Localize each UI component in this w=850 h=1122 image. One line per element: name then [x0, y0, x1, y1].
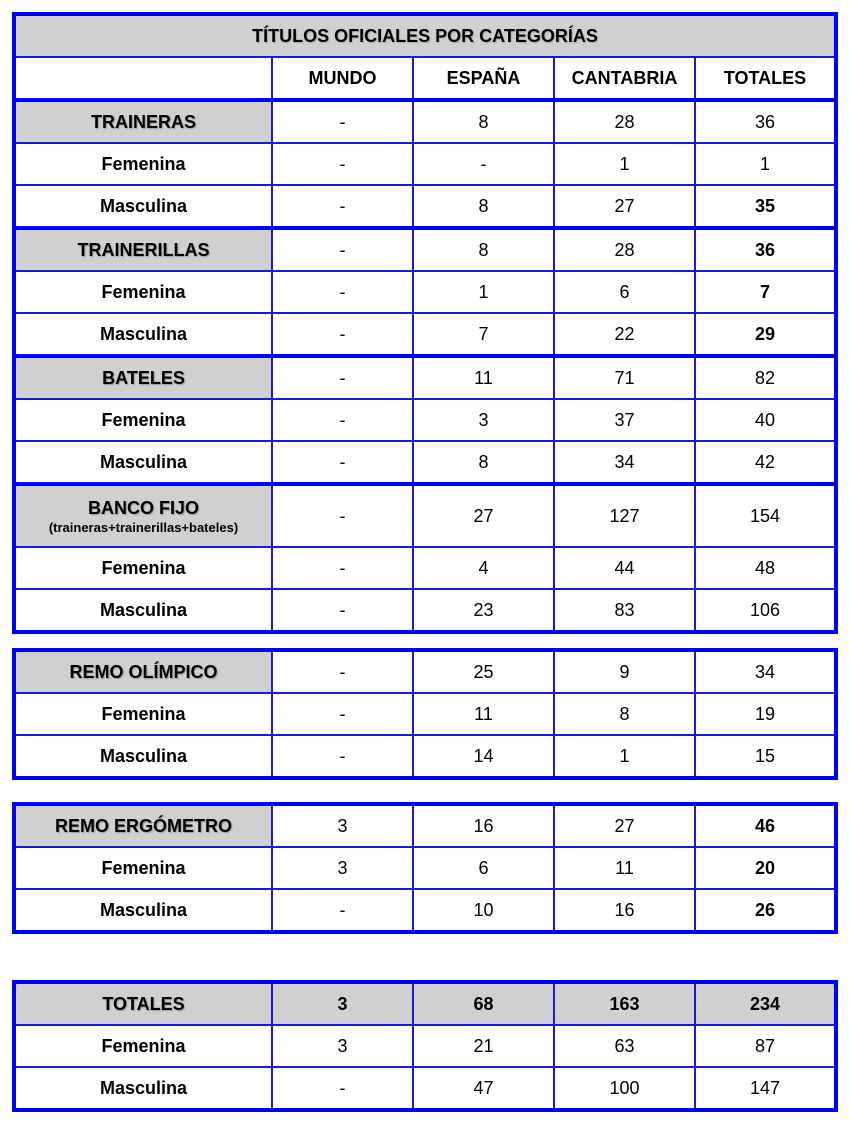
cell-mundo: -	[272, 589, 413, 632]
category-label: REMO OLÍMPICO	[14, 650, 272, 693]
cell-espana: 3	[413, 399, 554, 441]
column-header-totales: TOTALES	[695, 57, 836, 100]
cell-cantabria: 127	[554, 484, 695, 547]
cell-mundo: -	[272, 100, 413, 143]
table-row-bateles-masculina	[14, 441, 836, 484]
cell-cantabria: 9	[554, 650, 695, 693]
cell-cantabria: 27	[554, 804, 695, 847]
row-label: Masculina	[14, 185, 272, 228]
column-header-row	[14, 57, 836, 100]
table-row-remo-olimpico-masculina	[14, 735, 836, 778]
table-totales	[12, 980, 838, 1112]
cell-cantabria: 163	[554, 982, 695, 1025]
cell-totales: 87	[695, 1025, 836, 1067]
cell-totales: 36	[695, 100, 836, 143]
cell-cantabria: 22	[554, 313, 695, 356]
table-row-trainerillas	[14, 228, 836, 271]
row-label: Masculina	[14, 1067, 272, 1110]
row-label: Masculina	[14, 313, 272, 356]
row-label: Femenina	[14, 847, 272, 889]
category-label: REMO ERGÓMETRO	[14, 804, 272, 847]
cell-cantabria: 34	[554, 441, 695, 484]
cell-espana: 68	[413, 982, 554, 1025]
cell-totales: 20	[695, 847, 836, 889]
row-label: Femenina	[14, 1025, 272, 1067]
cell-espana: 14	[413, 735, 554, 778]
table-row-totales-femenina	[14, 1025, 836, 1067]
table-row-bateles-femenina	[14, 399, 836, 441]
cell-totales: 36	[695, 228, 836, 271]
cell-espana: 11	[413, 693, 554, 735]
row-label: Femenina	[14, 143, 272, 185]
category-label: TOTALES	[14, 982, 272, 1025]
table-row-remo-ergometro-femenina	[14, 847, 836, 889]
cell-cantabria: 16	[554, 889, 695, 932]
cell-totales: 15	[695, 735, 836, 778]
cell-espana: 8	[413, 185, 554, 228]
table-row-totales	[14, 982, 836, 1025]
cell-espana: 8	[413, 441, 554, 484]
column-header-mundo: MUNDO	[272, 57, 413, 100]
cell-cantabria: 27	[554, 185, 695, 228]
cell-mundo: -	[272, 356, 413, 399]
table-row-traineras-femenina	[14, 143, 836, 185]
cell-espana: 16	[413, 804, 554, 847]
cell-mundo: -	[272, 228, 413, 271]
cell-espana: 8	[413, 100, 554, 143]
cell-mundo: 3	[272, 804, 413, 847]
cell-espana: 23	[413, 589, 554, 632]
cell-totales: 40	[695, 399, 836, 441]
cell-totales: 154	[695, 484, 836, 547]
table-row-banco-fijo	[14, 484, 836, 547]
cell-espana: 27	[413, 484, 554, 547]
cell-mundo: -	[272, 441, 413, 484]
table-row-banco-fijo-masculina	[14, 589, 836, 632]
cell-cantabria: 28	[554, 228, 695, 271]
category-sublabel: (traineras+trainerillas+bateles)	[48, 519, 239, 535]
cell-totales: 48	[695, 547, 836, 589]
row-label: Femenina	[14, 271, 272, 313]
cell-totales: 34	[695, 650, 836, 693]
table-row-trainerillas-femenina	[14, 271, 836, 313]
column-header-empty	[14, 57, 272, 100]
cell-totales: 35	[695, 185, 836, 228]
table-row-banco-fijo-femenina	[14, 547, 836, 589]
cell-mundo: -	[272, 547, 413, 589]
cell-cantabria: 8	[554, 693, 695, 735]
category-label: TRAINERAS	[14, 100, 272, 143]
category-label	[14, 484, 272, 547]
cell-totales: 7	[695, 271, 836, 313]
cell-mundo: -	[272, 889, 413, 932]
table-row-remo-olimpico-femenina	[14, 693, 836, 735]
cell-cantabria: 28	[554, 100, 695, 143]
cell-mundo: -	[272, 313, 413, 356]
row-label: Femenina	[14, 547, 272, 589]
cell-espana: 11	[413, 356, 554, 399]
cell-mundo: -	[272, 271, 413, 313]
cell-cantabria: 71	[554, 356, 695, 399]
row-label: Femenina	[14, 693, 272, 735]
row-label: Masculina	[14, 735, 272, 778]
cell-cantabria: 1	[554, 143, 695, 185]
category-label-main: BANCO FIJO	[87, 497, 199, 518]
cell-cantabria: 83	[554, 589, 695, 632]
cell-cantabria: 37	[554, 399, 695, 441]
table-remo-olimpico	[12, 648, 838, 780]
cell-mundo: -	[272, 484, 413, 547]
table-banco-fijo	[12, 12, 838, 634]
cell-espana: 7	[413, 313, 554, 356]
table-row-trainerillas-masculina	[14, 313, 836, 356]
table-row-remo-ergometro-masculina	[14, 889, 836, 932]
cell-cantabria: 63	[554, 1025, 695, 1067]
table-row-remo-olimpico	[14, 650, 836, 693]
column-header-cantabria: CANTABRIA	[554, 57, 695, 100]
row-label: Masculina	[14, 889, 272, 932]
category-label: TRAINERILLAS	[14, 228, 272, 271]
cell-mundo: 3	[272, 847, 413, 889]
cell-espana: 10	[413, 889, 554, 932]
cell-espana: -	[413, 143, 554, 185]
cell-espana: 47	[413, 1067, 554, 1110]
title-row	[14, 14, 836, 57]
cell-totales: 46	[695, 804, 836, 847]
cell-totales: 29	[695, 313, 836, 356]
table-row-traineras-masculina	[14, 185, 836, 228]
cell-mundo: -	[272, 399, 413, 441]
cell-mundo: -	[272, 650, 413, 693]
cell-espana: 4	[413, 547, 554, 589]
cell-mundo: -	[272, 735, 413, 778]
cell-cantabria: 6	[554, 271, 695, 313]
table-remo-ergometro	[12, 802, 838, 934]
cell-mundo: -	[272, 185, 413, 228]
table-row-totales-masculina	[14, 1067, 836, 1110]
cell-espana: 8	[413, 228, 554, 271]
cell-totales: 106	[695, 589, 836, 632]
cell-totales: 1	[695, 143, 836, 185]
row-label: Femenina	[14, 399, 272, 441]
cell-mundo: 3	[272, 982, 413, 1025]
cell-totales: 147	[695, 1067, 836, 1110]
cell-totales: 42	[695, 441, 836, 484]
table-title: TÍTULOS OFICIALES POR CATEGORÍAS	[14, 14, 836, 57]
table-row-remo-ergometro	[14, 804, 836, 847]
cell-mundo: 3	[272, 1025, 413, 1067]
cell-totales: 26	[695, 889, 836, 932]
column-header-espana: ESPAÑA	[413, 57, 554, 100]
cell-mundo: -	[272, 143, 413, 185]
cell-espana: 1	[413, 271, 554, 313]
cell-espana: 6	[413, 847, 554, 889]
cell-totales: 234	[695, 982, 836, 1025]
cell-espana: 25	[413, 650, 554, 693]
cell-cantabria: 44	[554, 547, 695, 589]
cell-mundo: -	[272, 1067, 413, 1110]
cell-totales: 82	[695, 356, 836, 399]
cell-totales: 19	[695, 693, 836, 735]
cell-cantabria: 100	[554, 1067, 695, 1110]
row-label: Masculina	[14, 441, 272, 484]
cell-cantabria: 1	[554, 735, 695, 778]
category-label: BATELES	[14, 356, 272, 399]
row-label: Masculina	[14, 589, 272, 632]
table-row-bateles	[14, 356, 836, 399]
cell-mundo: -	[272, 693, 413, 735]
cell-espana: 21	[413, 1025, 554, 1067]
cell-cantabria: 11	[554, 847, 695, 889]
table-row-traineras	[14, 100, 836, 143]
